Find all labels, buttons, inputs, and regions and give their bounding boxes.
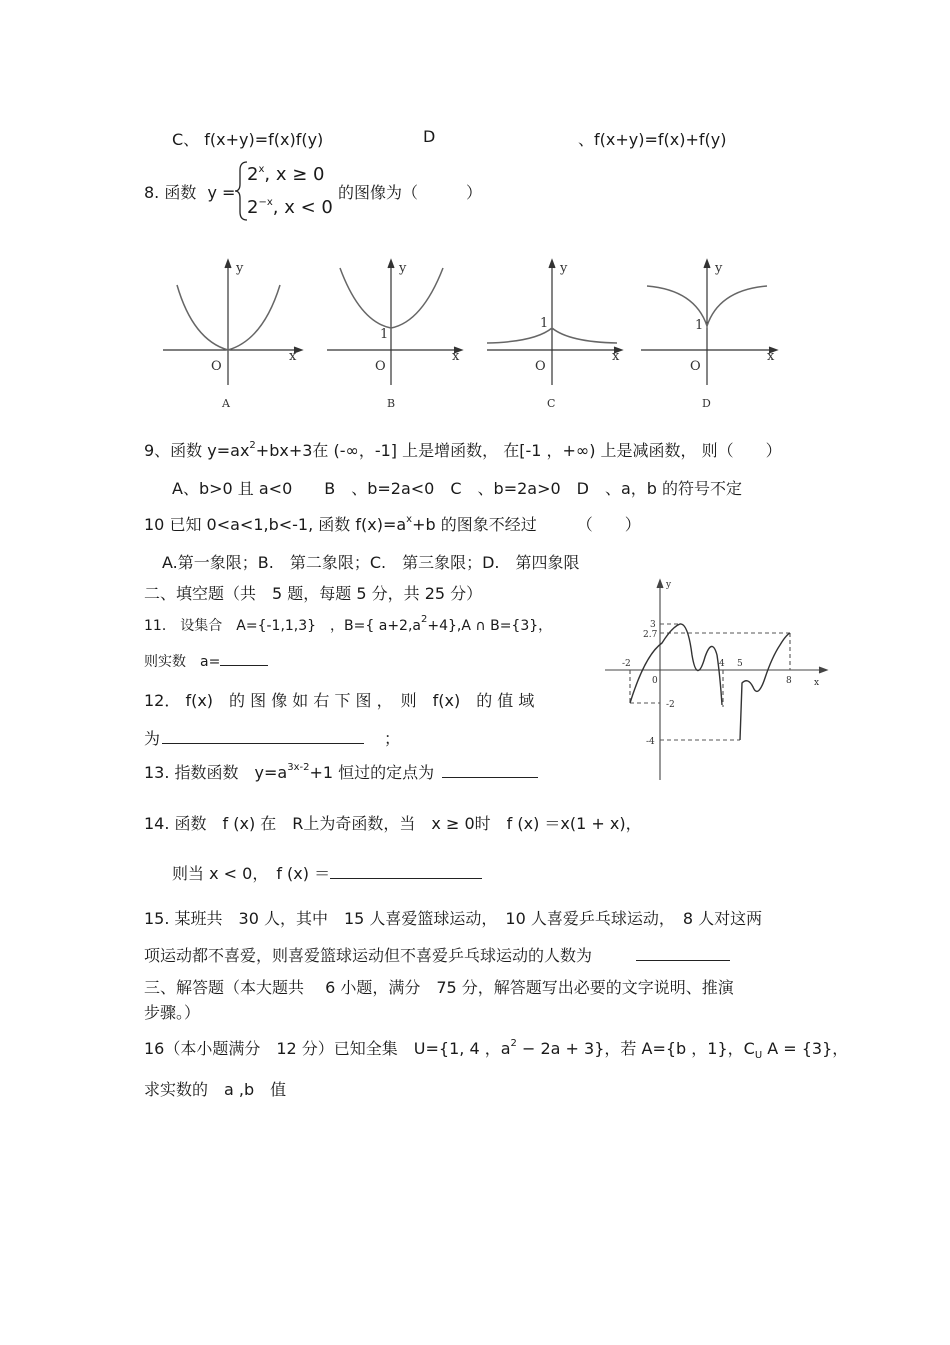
graph-c-origin: O — [535, 359, 546, 374]
q7-option-d-label: D — [423, 127, 436, 146]
q10-stem — [144, 512, 641, 535]
q8-prefix-text: 8. 函数 — [144, 183, 197, 202]
q12-answer-blank[interactable] — [162, 729, 364, 744]
q11-stem-b: +4},A ∩ B={3}， — [427, 618, 553, 634]
q15-line2 — [144, 943, 730, 966]
graph-a-label: A — [222, 397, 230, 410]
graph-a-y-label: y — [236, 261, 244, 276]
q10-stem-a: 10 已知 0<a<1,b<-1, 函数 f(x)=a — [144, 515, 407, 534]
graph-d — [641, 260, 777, 385]
q12-line2-prefix: 为 — [144, 729, 161, 748]
graph-d-origin: O — [690, 359, 701, 374]
q12-graph — [600, 575, 835, 785]
q11-stem-a: 11． 设集合 A={-1,1,3} ，B={ a+2,a — [144, 618, 421, 634]
q13-stem — [144, 760, 538, 783]
section-3-line2: 步骤。） — [144, 1003, 201, 1022]
q8-case2-cond: , x < 0 — [272, 197, 333, 218]
graph-c-y-label: y — [560, 261, 568, 276]
q16-stem-a: 16（本小题满分 12 分）已知全集 U={1, 4 ，a — [144, 1039, 511, 1058]
q14-line1: 14. 函数 f (x) 在 R上为奇函数，当 x ≥ 0时 f (x) ＝x(1 + x)， — [144, 814, 642, 833]
graph-d-x-label: x — [767, 349, 775, 364]
q11-stem — [144, 614, 552, 635]
q13-answer-blank[interactable] — [442, 763, 538, 778]
q12-tick-4: 4 — [719, 659, 725, 669]
q16-stem-sup: 2 — [510, 1038, 517, 1049]
q15-line2-text: 项运动都不喜爱，则喜爱篮球运动但不喜爱乒乓球运动的人数为 — [144, 946, 593, 965]
q10-stem-b: +b 的图象不经过 （ ） — [412, 515, 641, 534]
section-3-line1: 三、解答题（本大题共 6 小题，满分 75 分，解答题写出必要的文字说明、推演 — [144, 978, 734, 997]
graph-c-label: C — [547, 397, 556, 410]
graph-c — [487, 260, 622, 385]
q12-origin: 0 — [652, 676, 658, 686]
graph-a-x-label: x — [289, 349, 297, 364]
q13-stem-a: 13. 指数函数 y=a — [144, 763, 288, 782]
q12-tick-8: 8 — [786, 676, 792, 686]
q8-case-1 — [247, 164, 324, 185]
graph-b — [327, 260, 462, 385]
q11-line2-text: 则实数 a= — [144, 654, 221, 670]
graph-d-label: D — [702, 397, 711, 410]
q10-stem-sup: x — [406, 514, 413, 525]
q16-stem — [144, 1036, 848, 1061]
q12-tick-2-7: 2.7 — [643, 630, 658, 640]
q9-stem-b: +bx+3在 (-∞，-1] 上是增函数， 在[-1 ，+∞) 上是减函数， 则（ ） — [255, 441, 782, 460]
q15-line1: 15. 某班共 30 人，其中 15 人喜爱篮球运动， 10 人喜爱乒乓球运动， 8 人对这两 — [144, 909, 763, 928]
graph-b-y-label: y — [399, 261, 407, 276]
section-2-heading: 二、填空题（共 5 题，每题 5 分，共 25 分） — [144, 584, 483, 603]
q9-stem-sup: 2 — [249, 440, 256, 451]
q8-y-eq: y = — [207, 183, 236, 202]
q15-answer-blank[interactable] — [636, 946, 730, 961]
q13-stem-sup: 3x-2 — [287, 762, 310, 773]
q12-y-label: y — [666, 580, 672, 590]
graph-c-one: 1 — [540, 316, 549, 331]
q16-stem-c: A = {3}， — [762, 1039, 849, 1058]
q10-options: A.第一象限；B. 第二象限；C. 第三象限；D. 第四象限 — [162, 553, 580, 572]
q12-tick-neg2-x: -2 — [622, 659, 631, 669]
graph-b-origin: O — [375, 359, 386, 374]
q12-tick-5: 5 — [737, 659, 743, 669]
q8-case1-base: 2 — [247, 164, 259, 185]
q12-line2-suffix: ； — [384, 729, 401, 748]
q8-prefix — [144, 180, 235, 203]
graph-d-y-label: y — [715, 261, 723, 276]
q11-answer-blank[interactable] — [220, 651, 268, 666]
graph-a — [163, 260, 302, 385]
q7-option-c: C、 f(x+y)=f(x)f(y) — [172, 130, 324, 149]
q12-line2 — [144, 726, 400, 749]
q12-tick-neg2-y: -2 — [666, 700, 675, 710]
graph-b-one: 1 — [380, 327, 389, 342]
q8-case-2 — [247, 197, 333, 218]
q14-line2-text: 则当 x < 0， f (x) ＝ — [172, 864, 331, 883]
q12-tick-neg4: -4 — [646, 737, 655, 747]
graph-a-origin: O — [211, 359, 222, 374]
q7-option-d-text: 、f(x+y)=f(x)+f(y) — [578, 130, 727, 149]
q14-answer-blank[interactable] — [330, 864, 482, 879]
graph-d-one: 1 — [695, 318, 704, 333]
q12-tick-3: 3 — [650, 620, 656, 630]
q8-case2-exp: −x — [258, 197, 273, 208]
q9-options: A、b>0 且 a<0 B 、b=2a<0 C 、b=2a>0 D 、a，b 的符号不定 — [172, 479, 743, 498]
q14-line2 — [172, 861, 482, 884]
q9-stem — [144, 438, 782, 461]
q16-line2: 求实数的 a ,b 值 — [144, 1080, 287, 1099]
graph-b-x-label: x — [452, 349, 460, 364]
graph-b-label: B — [387, 397, 396, 410]
graph-c-x-label: x — [612, 349, 620, 364]
q8-suffix: 的图像为（ ） — [338, 183, 483, 202]
q8-case1-cond: , x ≥ 0 — [264, 164, 325, 185]
q16-stem-sub: U — [754, 1050, 763, 1062]
q13-stem-b: +1 恒过的定点为 — [309, 763, 435, 782]
q12-x-label: x — [814, 678, 820, 688]
q12-curve-right — [740, 633, 790, 740]
q16-stem-b: − 2a + 3}，若 A={b ，1}，C — [516, 1039, 755, 1058]
q11-stem-sup: 2 — [421, 614, 428, 625]
q8-case1-exp: x — [258, 164, 265, 175]
q8-case2-base: 2 — [247, 197, 259, 218]
q8-graphs — [155, 250, 795, 415]
q12-stem: 12． f(x) 的 图 像 如 右 下 图 ， 则 f(x) 的 值 域 — [144, 691, 535, 710]
q9-stem-a: 9、函数 y=ax — [144, 441, 250, 460]
q11-line2 — [144, 651, 268, 671]
